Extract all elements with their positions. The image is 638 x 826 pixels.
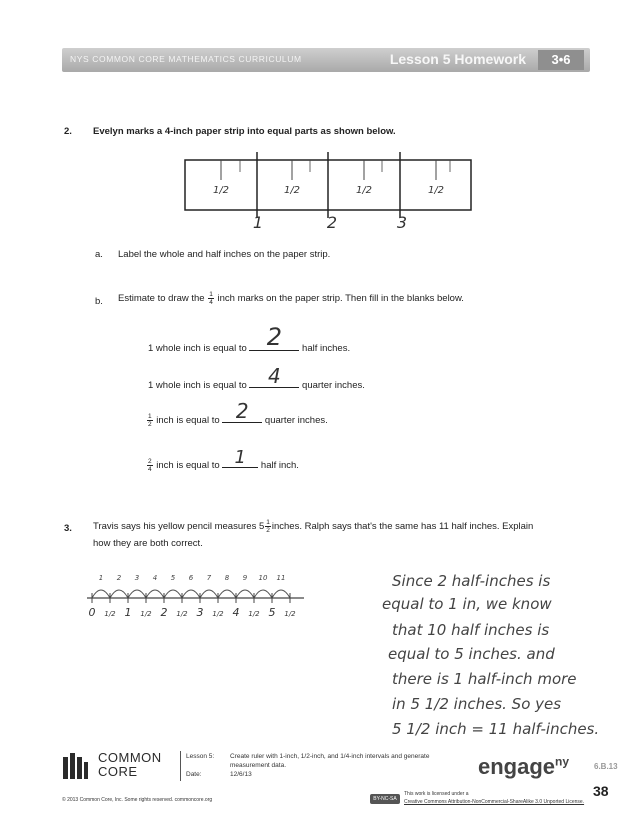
hop-count: 10 [258,574,268,582]
problem-2-number: 2. [64,126,72,137]
blank-row-2: 1 whole inch is equal to 4 quarter inches. [148,364,365,391]
number-line-label: 0 [88,606,96,619]
number-line-label: 1/2 [104,610,116,618]
number-line-label: 4 [232,606,240,619]
part-a-label: a. [95,249,103,260]
part-a-text: Label the whole and half inches on the paper strip. [118,249,331,260]
footer-lesson-text-2: measurement data. [230,762,287,769]
strip-label-2: 1/2 [283,185,301,196]
half-fraction: $\frac{1}{2}$ [148,412,152,428]
number-line-label: 1 [124,606,132,619]
hop-count: 4 [152,574,158,582]
paper-strip [180,150,480,230]
strip-label-3: 1/2 [355,185,373,196]
blank-row-4: $\frac{2}{4}$ inch is equal to 1 half inch. [148,447,299,473]
inch-mark-label-2: 2 [326,213,338,230]
hop-arc [92,590,110,598]
lesson-title: Lesson 5 Homework [389,51,526,67]
footer-lesson-text-1: Create ruler with 1-inch, 1/2-inch, and 1/4-inch intervals and generate [230,753,430,760]
logo-text-common: COMMON [98,750,162,765]
hop-count: 5 [170,574,176,582]
hop-count: 11 [276,574,286,582]
problem-3-number: 3. [64,523,72,534]
number-line-label: 2 [160,606,168,619]
part-b-label: b. [95,296,103,307]
hop-count: 3 [134,574,140,582]
engage-ny-logo: engage$^{ny}$ [478,754,570,779]
hop-count: 9 [242,574,248,582]
number-line-label: 1/2 [212,610,224,618]
number-line-label: 1/2 [248,610,260,618]
hop-arc [254,590,272,598]
hop-count: 7 [206,574,212,582]
footer-lesson-label: Lesson 5: [186,753,215,760]
answer-line-1: Since 2 half-inches is [392,572,551,590]
answer-line-5: there is 1 half-inch more [392,670,577,688]
blank-row-3: $\frac{1}{2}$ inch is equal to 2 quarter inches. [148,399,328,428]
footer-divider [180,751,181,781]
answer-line-7: 5 1/2 inch = 11 half-inches. [392,720,600,738]
hop-count: 8 [224,574,230,582]
common-core-logo-icon [63,753,93,779]
part-b-text [118,291,464,306]
answer-blank-2[interactable]: 4 [249,375,299,388]
answer-line-3: that 10 half inches is [392,621,550,639]
hop-arc [236,590,254,598]
problem-2-prompt: Evelyn marks a 4-inch paper strip into equal parts as shown below. [93,126,396,137]
blank-row-1: 1 whole inch is equal to 2 half inches. [148,323,351,354]
hop-arc [218,590,236,598]
creative-commons-badge: BY-NC-SA [370,794,400,804]
hop-arc [200,590,218,598]
footer-date-label: Date: [186,771,202,778]
hop-arc [146,590,164,598]
number-line-label: 3 [196,606,204,619]
number-line-label: 1/2 [284,610,296,618]
logo-text-core: CORE [98,764,138,779]
number-line-sketch [82,560,312,630]
curriculum-title: NYS COMMON CORE MATHEMATICS CURRICULUM [70,54,302,64]
number-line-label: 1/2 [140,610,152,618]
answer-line-6: in 5 1/2 inches. So yes [392,695,562,713]
answer-line-4: equal to 5 inches. and [388,645,555,663]
problem-3-prompt: Travis says his yellow pencil measures 5 $\frac{1}{2}$ inches. Ralph says that's the same has 11 half inches. Explain [93,519,534,534]
copyright: © 2013 Common Core, Inc. Some rights reserved. commoncore.org [62,797,213,803]
strip-label-4: 1/2 [427,185,445,196]
number-line-label: 5 [268,606,276,619]
number-line-label: 1/2 [176,610,188,618]
mixed-number-fraction: $\frac{1}{2}$ [266,519,270,534]
answer-line-2: equal to 1 in, we know [382,595,552,613]
standard-code: 6.B.13 [594,762,618,771]
license-link[interactable]: Creative Commons Attribution-NonCommercial-ShareAlike 3.0 Unported License. [404,799,585,805]
quarter-fraction: $\frac{1}{4}$ [209,291,213,306]
answer-blank-3[interactable]: 2 [222,410,262,423]
page-header [62,48,590,72]
page-number: 38 [593,783,609,799]
hop-arc [164,590,182,598]
hop-arc [110,590,128,598]
inch-mark-label-3: 3 [396,213,408,230]
inch-mark-label-1: 1 [252,213,264,230]
hop-arc [272,590,290,598]
part-b-text-after: inch marks on the paper strip. Then fill in the blanks below. [217,293,464,305]
answer-blank-4[interactable]: 1 [222,455,258,468]
hop-arc [128,590,146,598]
hop-arc [182,590,200,598]
license-line-1: This work is licensed under a [404,791,469,797]
two-fourths-fraction: $\frac{2}{4}$ [148,457,152,473]
problem-3-prompt-line-2: how they are both correct. [93,538,203,549]
footer-date-value: 12/6/13 [230,771,252,778]
answer-blank-1[interactable]: 2 [249,338,299,351]
part-b-text-before: Estimate to draw the [118,293,205,305]
hop-count: 6 [188,574,194,582]
strip-label-1: 1/2 [212,185,230,196]
grade-module-badge: 3•6 [538,50,584,70]
hop-count: 1 [98,574,104,582]
hop-count: 2 [116,574,122,582]
